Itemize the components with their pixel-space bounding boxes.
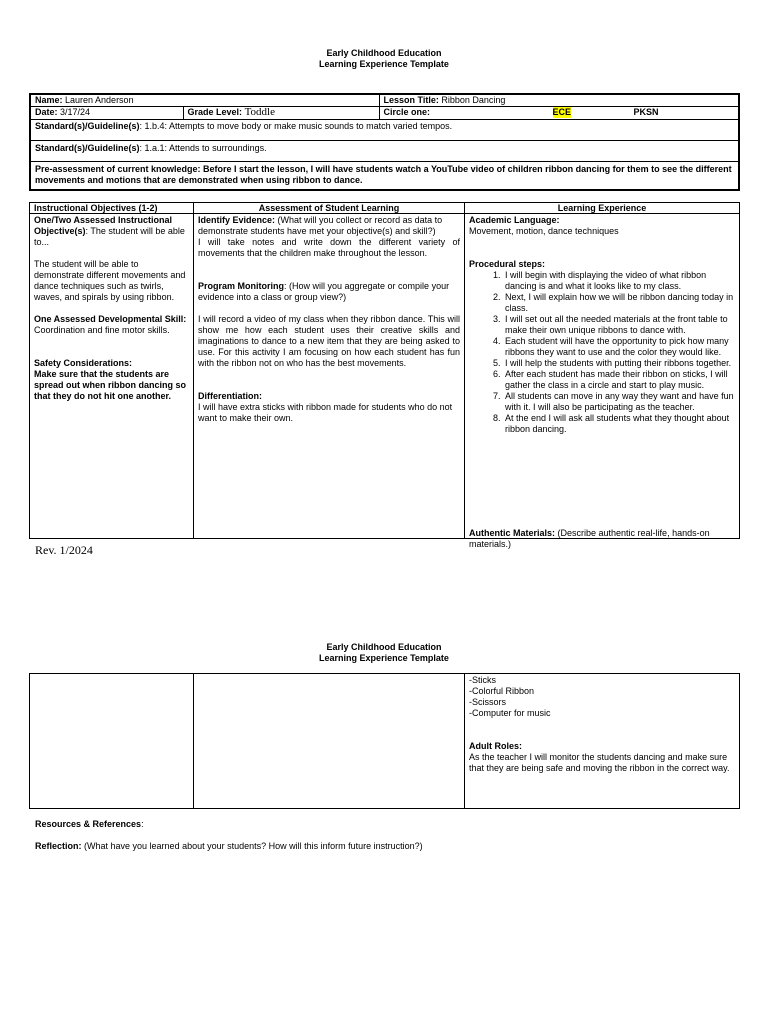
page-header-line2: Learning Experience Template bbox=[319, 59, 449, 69]
experience-cell bbox=[465, 214, 740, 549]
procedural-step: 6. After each student has made their ribbon on sticks, I will gather the class in a circle and start to play music. bbox=[503, 369, 735, 391]
resources-colon: : bbox=[141, 819, 144, 829]
standard1-cell bbox=[31, 120, 738, 141]
objectives-heading bbox=[34, 215, 189, 248]
page2-header-line2: Learning Experience Template bbox=[319, 653, 449, 663]
standard1-label: Standard(s)/Guideline(s) bbox=[35, 121, 140, 131]
lesson-plan-table bbox=[29, 202, 740, 549]
authentic-materials-prompt: (Describe authentic real-life, hands-on materials.) bbox=[469, 528, 710, 549]
assessment-cell-cont bbox=[194, 674, 465, 809]
revision-note: Rev. 1/2024 bbox=[35, 543, 93, 557]
reflection-prompt: (What have you learned about your students? How will this inform future instruction?) bbox=[81, 841, 423, 851]
material-item: -Scissors bbox=[469, 697, 507, 707]
preassessment-cell: Pre-assessment of current knowledge: Before I start the lesson, I will have students watch a YouTube video of children ribbon dancing for them to see the different movements and motions that are demonstrated when using ribbon to dance. bbox=[31, 162, 738, 189]
academic-language-label: Academic Language: bbox=[469, 215, 560, 225]
program-monitoring-body: I will record a video of my class when they ribbon dance. This will show me how each student uses their creative skills and imaginations to dance to a new item that they are being asked to use. For this activity I am focusing on how each student has fun with the ribbon not on who has the best movements. bbox=[198, 314, 460, 368]
developmental-skill-body: Coordination and fine motor skills. bbox=[34, 325, 170, 335]
material-item: -Sticks bbox=[469, 675, 496, 685]
grade-level-value: Toddle bbox=[242, 106, 275, 118]
safety-body: Make sure that the students are spread out when ribbon dancing so that they do not hit one another. bbox=[34, 369, 187, 401]
procedural-steps-label: Procedural steps: bbox=[469, 259, 546, 269]
objectives-heading-label: One/Two Assessed Instructional Objective(s) bbox=[34, 215, 173, 236]
col-header-experience: Learning Experience bbox=[465, 203, 740, 214]
objectives-heading-tail: : The student will be able to... bbox=[34, 226, 185, 247]
differentiation-body: I will have extra sticks with ribbon made for students who do not want to make their own. bbox=[198, 402, 453, 423]
resources-label: Resources & References bbox=[35, 819, 142, 829]
developmental-skill-heading: One Assessed Developmental Skill: bbox=[34, 314, 187, 324]
identify-evidence-label: Identify Evidence: bbox=[198, 215, 276, 225]
academic-language-body: Movement, motion, dance techniques bbox=[469, 226, 619, 236]
objectives-body: The student will be able to demonstrate different movements and dance techniques such as twirls, waves, and spirals by using ribbon. bbox=[34, 259, 186, 302]
differentiation-label: Differentiation: bbox=[198, 391, 262, 401]
grade-level-cell bbox=[183, 107, 379, 120]
material-item: -Computer for music bbox=[469, 708, 551, 718]
assessment-cell bbox=[194, 214, 465, 539]
name-cell bbox=[31, 95, 379, 107]
grade-level-label: Grade Level: bbox=[187, 107, 243, 117]
circle-one-label: Circle one: bbox=[383, 107, 431, 117]
reflection bbox=[35, 841, 423, 852]
date-value: 3/17/24 bbox=[57, 107, 91, 117]
standard1-value: : 1.b.4: Attempts to move body or make music sounds to match varied tempos. bbox=[139, 121, 453, 131]
standard2-label: Standard(s)/Guideline(s) bbox=[35, 143, 140, 153]
objectives-cell bbox=[30, 214, 194, 539]
procedural-steps-list bbox=[469, 270, 735, 435]
identify-evidence-prompt: (What will you collect or record as data to demonstrate students have met your objective(s) and skill?) bbox=[198, 215, 443, 236]
circle-option-ece: ECE bbox=[552, 107, 572, 117]
continuation-table bbox=[29, 673, 740, 809]
procedural-step: 8. At the end I will ask all students what they thought about ribbon dancing. bbox=[503, 413, 735, 435]
standard2-cell bbox=[31, 141, 738, 162]
program-monitoring-label: Program Monitoring bbox=[198, 281, 284, 291]
circle-option-pksn: PKSN bbox=[633, 107, 659, 117]
standard2-value: : 1.a.1: Attends to surroundings. bbox=[139, 143, 267, 153]
lesson-title-label: Lesson Title: bbox=[383, 95, 439, 105]
program-monitoring-prompt: : (How will you aggregate or compile your evidence into a class or group view?) bbox=[198, 281, 450, 302]
name-value: Lauren Anderson bbox=[62, 95, 134, 105]
circle-one-cell bbox=[379, 107, 738, 120]
program-monitoring bbox=[198, 281, 460, 303]
procedural-step: 7. All students can move in any way they want and have fun with it. I will also be participating as the teacher. bbox=[503, 391, 735, 413]
date-cell bbox=[31, 107, 183, 120]
objectives-cell-cont bbox=[30, 674, 194, 809]
identify-evidence bbox=[198, 215, 460, 237]
authentic-materials bbox=[469, 528, 735, 550]
procedural-step: 3. I will set out all the needed materials at the front table to make their own unique ribbons to dance with. bbox=[503, 314, 735, 336]
adult-roles-body: As the teacher I will monitor the students dancing and make sure that they are being safe and moving the ribbon in the correct way. bbox=[469, 752, 730, 773]
col-header-assessment: Assessment of Student Learning bbox=[194, 203, 465, 214]
adult-roles-label: Adult Roles: bbox=[469, 741, 522, 751]
procedural-step: 2. Next, I will explain how we will be ribbon dancing today in class. bbox=[503, 292, 735, 314]
lesson-title-value: Ribbon Dancing bbox=[438, 95, 506, 105]
lesson-info-table bbox=[31, 95, 738, 188]
reflection-label: Reflection: bbox=[35, 841, 82, 851]
lesson-info-block bbox=[29, 93, 740, 191]
date-label: Date: bbox=[35, 107, 58, 117]
page2-header-line1: Early Childhood Education bbox=[326, 642, 442, 652]
name-label: Name: bbox=[35, 95, 63, 105]
material-item: -Colorful Ribbon bbox=[469, 686, 535, 696]
authentic-materials-label: Authentic Materials: bbox=[469, 528, 556, 538]
identify-evidence-body: I will take notes and write down the different variety of movements that the children make throughout the lesson. bbox=[198, 237, 460, 258]
procedural-step: 5. I will help the students with putting their ribbons together. bbox=[503, 358, 735, 369]
page-header-line1: Early Childhood Education bbox=[326, 48, 442, 58]
procedural-step: 4. Each student will have the opportunity to pick how many ribbons they want to use and the color they would like. bbox=[503, 336, 735, 358]
col-header-objectives: Instructional Objectives (1-2) bbox=[30, 203, 194, 214]
resources-references bbox=[35, 819, 144, 830]
safety-heading: Safety Considerations: bbox=[34, 358, 133, 368]
procedural-step: 1. I will begin with displaying the video of what ribbon dancing is and what it looks like to my class. bbox=[503, 270, 735, 292]
experience-cell-cont bbox=[465, 674, 740, 809]
lesson-title-cell bbox=[379, 95, 738, 107]
